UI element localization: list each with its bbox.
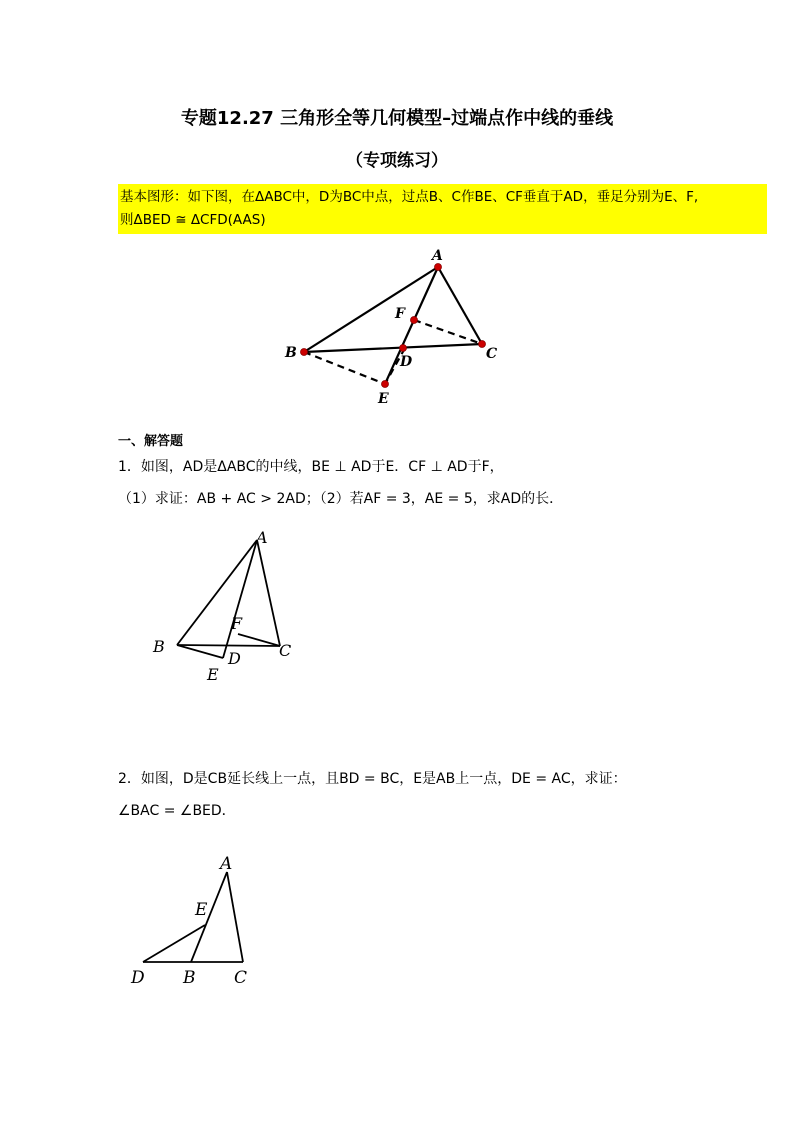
label-f: F: [395, 306, 405, 322]
point-b: [301, 349, 308, 356]
basic-figure-line-2: 则ΔBED ≅ ΔCFD(AAS): [120, 212, 266, 228]
point-a: [435, 264, 442, 271]
p2-label-a: A: [220, 854, 233, 874]
label-b: B: [285, 345, 297, 361]
basic-figure-diagram: [270, 240, 530, 415]
page-title: 专题12.27 三角形全等几何模型–过端点作中线的垂线: [180, 108, 614, 129]
label-d: D: [400, 354, 413, 370]
p1-label-d: D: [228, 649, 241, 668]
point-e: [382, 381, 389, 388]
problem-2-line-1: 2．如图，D是CB延长线上一点，且BD = BC，E是AB上一点，DE = AC，求证：: [118, 771, 627, 787]
page-subtitle: （专项练习）: [346, 151, 448, 171]
p1-label-e: E: [207, 665, 219, 684]
p2-label-e: E: [195, 900, 208, 920]
p1-label-c: C: [279, 641, 292, 660]
basic-figure-description: [118, 184, 767, 234]
label-a: A: [432, 248, 443, 264]
point-f: [411, 317, 418, 324]
label-c: C: [486, 346, 498, 362]
problem-2-line-2: ∠BAC = ∠BED．: [118, 803, 236, 819]
p1-label-b: B: [153, 637, 165, 656]
p1-label-f: F: [231, 614, 243, 633]
p1-label-a: A: [256, 528, 268, 547]
p2-label-d: D: [131, 968, 145, 988]
p2-label-b: B: [183, 968, 196, 988]
problem-2-diagram: [125, 845, 265, 990]
label-e: E: [378, 391, 389, 407]
problem-1-diagram: [145, 528, 320, 688]
p2-label-c: C: [234, 968, 248, 988]
section-title: 一、解答题: [118, 434, 184, 449]
basic-figure-line-1: 基本图形：如下图，在ΔABC中，D为BC中点，过点B、C作BE、CF垂直于AD，垂足分别为E、F,: [120, 189, 699, 205]
point-c: [479, 341, 486, 348]
point-d: [400, 345, 407, 352]
problem-1-line-2: （1）求证：AB + AC > 2AD；（2）若AF = 3，AE = 5，求AD的长．: [118, 491, 564, 507]
problem-1-line-1: 1．如图，AD是ΔABC的中线，BE ⊥ AD于E．CF ⊥ AD于F，: [118, 459, 504, 475]
